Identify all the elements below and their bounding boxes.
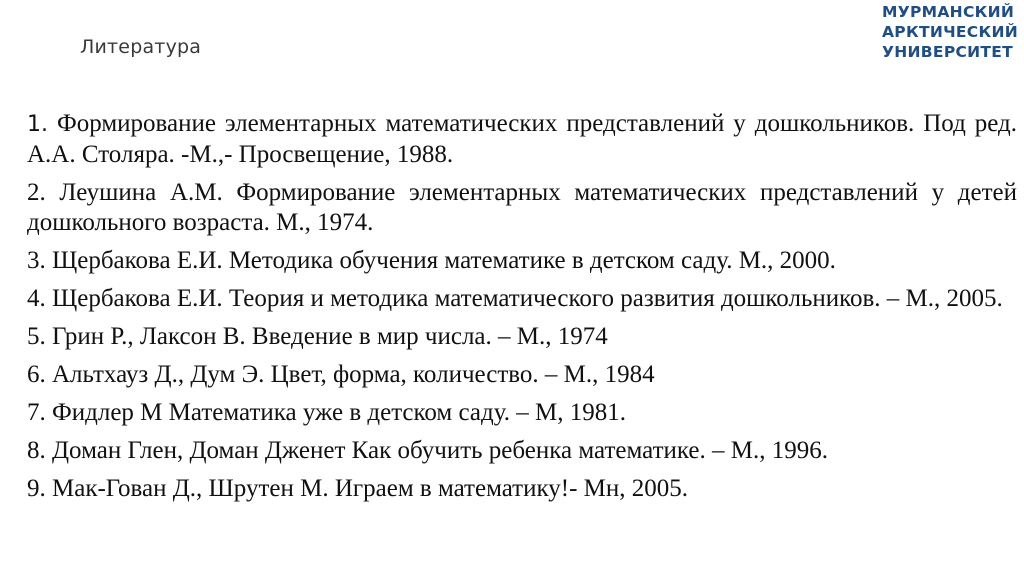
- logo-line-1: МУРМАНСКИЙ: [882, 3, 1015, 21]
- reference-item: 4. Щербакова Е.И. Теория и методика математического развития дошкольников. – М., 2005.: [27, 285, 1003, 312]
- reference-text: Формирование элементарных математических представлений у дошкольников. Под ред. А.А. Столяра. -М.,- Просвещение, 1988.: [27, 110, 1017, 168]
- reference-item: 2. Леушина А.М. Формирование элементарных математических представлений у детей дошкольного возраста. М., 1974.: [27, 179, 1017, 236]
- logo-line-2: АРКТИЧЕСКИЙ: [882, 23, 1018, 41]
- reference-item: 7. Фидлер М Математика уже в детском саду. – М, 1981.: [27, 399, 626, 426]
- reference-number: 1.: [27, 112, 48, 137]
- reference-item: 5. Грин Р., Лаксон В. Введение в мир числа. – М., 1974: [27, 323, 608, 350]
- university-logo: [882, 2, 1018, 62]
- reference-item: 3. Щербакова Е.И. Методика обучения математике в детском саду. М., 2000.: [27, 247, 836, 274]
- logo-line-3: УНИВЕРСИТЕТ: [882, 43, 1014, 61]
- reference-item: 9. Мак-Гован Д., Шрутен М. Играем в математику!- Мн, 2005.: [27, 475, 689, 502]
- reference-item: 8. Доман Глен, Доман Дженет Как обучить ребенка математике. – М., 1996.: [27, 437, 829, 464]
- reference-item: [27, 109, 1017, 170]
- reference-list: [27, 109, 1017, 512]
- reference-item: 6. Альтхауз Д., Дум Э. Цвет, форма, количество. – М., 1984: [27, 361, 655, 388]
- slide-title: Литература: [80, 36, 202, 58]
